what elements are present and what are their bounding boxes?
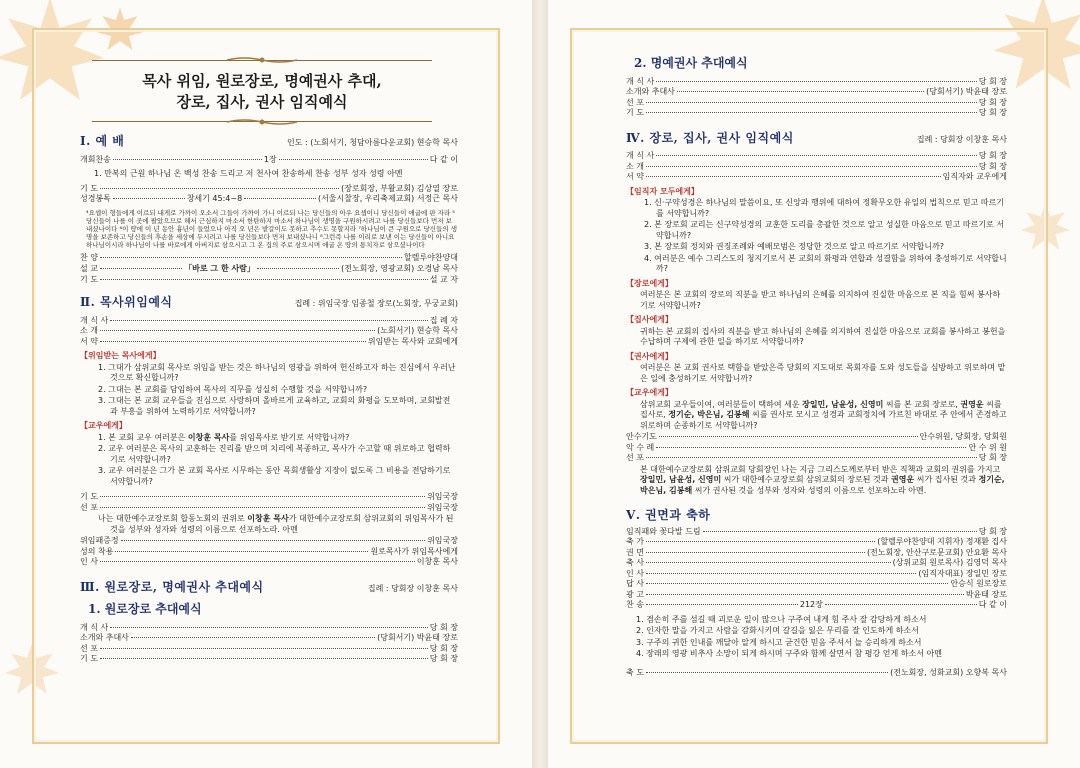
row-label: 악 수 례 [626, 442, 655, 452]
vow-item: 2. 교우 여러분은 목사의 교훈하는 진리를 받으며 치리에 복종하고, 목사가 수고할 때 위로하고 협력하기로 서약합니까? [98, 444, 451, 464]
row-value: (당회서기) 박윤태 장로 [377, 633, 458, 642]
program-row [80, 654, 458, 665]
row-value: 다 같 이 [429, 154, 458, 164]
section-heading [626, 130, 1007, 146]
section-heading [626, 510, 1007, 521]
program-row [80, 184, 458, 195]
row-label: 개 식 사 [626, 151, 655, 160]
hymn-lyrics [636, 615, 1007, 660]
program-row [80, 557, 458, 568]
row-label: 찬 양 [80, 252, 98, 262]
row-value: (전노회장, 안산구로문교회) 안요환 목사 [866, 547, 1007, 557]
row-value: 위임받는 목사와 교회에게 [367, 336, 458, 346]
row-value: 당 회 장 [978, 151, 1007, 160]
sermon-title: 「바로 그 한 사람」 [184, 263, 255, 273]
vow-label: 【교우에게】 [80, 421, 127, 430]
program-row [626, 548, 1007, 559]
row-value: (노회서기) 현승학 목사 [377, 326, 458, 335]
elder-names: 장일민, 남윤성, 신영미 [640, 475, 722, 484]
row-value: 위임국장 [427, 502, 458, 512]
program-row [626, 590, 1007, 601]
row-value: 설 교 자 [429, 274, 458, 284]
vow-label: 【집사에게】 [626, 315, 673, 324]
row-value: 안승식 원로장로 [950, 579, 1007, 588]
row-label: 위임패증정 [80, 536, 119, 545]
vow-item: 2. 본 장로회 교리는 신구약성경의 교훈한 도리를 총괄한 것으로 알고 성실한 마음으로 믿고 따르기로 서약합니까? [644, 220, 1005, 240]
vow-item: 2. 그대는 본 교회를 담임하여 목사의 직무를 성실히 수행할 것을 서약합니까? [98, 384, 368, 394]
row-label: 선 포 [80, 643, 98, 653]
row-middle: 212장 [799, 600, 823, 609]
row-label: 개회찬송 [80, 154, 111, 164]
program-row [626, 443, 1007, 454]
row-label: 개 식 사 [626, 76, 655, 86]
row-value: 이창훈 목사 [416, 557, 458, 566]
row-label: 선 포 [626, 453, 644, 462]
left-page [0, 0, 532, 768]
row-value: 당 회 장 [978, 97, 1007, 107]
pastor-name: 이창훈 목사 [247, 514, 289, 523]
vow-label: 【임직자 모두에게】 [626, 186, 699, 196]
row-label: 축 사 [626, 558, 644, 567]
row-label: 개 식 사 [80, 315, 109, 325]
pastor-name: 이창훈 목사 [187, 432, 230, 442]
row-label: 기 도 [80, 274, 98, 284]
row-label: 인 사 [80, 557, 98, 566]
hymn-verse: 3. 구주의 귀한 인내를 깨달아 알게 하시고 굳건한 믿음 주셔서 늘 승리하게 하소서 [636, 637, 922, 647]
row-label: 소 개 [626, 161, 644, 171]
subsection-title: 1. 원로장로 추대예식 [88, 602, 202, 616]
program-row [80, 633, 458, 644]
row-label: 선 포 [626, 97, 644, 107]
row-label: 기 도 [626, 108, 644, 117]
row-value: (전노회장, 영광교회) 오경남 목사 [341, 264, 458, 273]
document-title [92, 60, 432, 122]
declaration-text: 본 대한예수교장로회 삼위교회 당회장인 나는 지금 그리스도께로부터 받은 직책과 교회의 권위를 가지고 장일민, 남윤성, 신영미 씨가 대한예수교장로회 삼위교회의 장로된 것과 권영운 씨가 집사된 것과 정기순, 박은님, 김봉해 씨가 권사된 것을 성부와 성자와 성령의 이름으로 선포하노라 아멘. [640, 464, 1005, 495]
program-row [626, 151, 1007, 162]
vow-item: 1. 본 교회 교우 여러분은 이창훈 목사를 위임목사로 받기로 서약합니까? [98, 432, 350, 442]
row-value: 당 회 장 [978, 453, 1007, 462]
hymn-text: 1. 만복의 근원 하나님 온 백성 찬송 드리고 저 천사여 찬송하세 찬송 성부 성자 성령 아멘 [94, 169, 403, 178]
section-officiant: 인도 : (노회서기, 청담아름다운교회) 현승학 목사 [286, 138, 458, 147]
left-content [80, 60, 458, 665]
program-row [626, 432, 1007, 443]
section-officiant: 집례 : 위임국장 임종철 장로(노회장, 무궁교회) [294, 299, 458, 308]
program-row [80, 253, 458, 264]
deaconess-names: 정기순, 박은님, 김봉해 [640, 475, 1005, 495]
vow-item: 3. 본 장로회 정치와 권징조례와 예배모범은 정당한 것으로 알고 따르기로 서약합니까? [644, 242, 945, 251]
program-row [626, 569, 1007, 580]
vow-text: 귀하는 본 교회의 집사의 직분을 받고 하나님의 은혜를 의지하여 진실한 마음으로 교회를 봉사하고 봉헌을 수납하며 구제에 관한 일을 하기로 서약합니까? [640, 326, 1006, 346]
section-heading [80, 579, 458, 595]
row-value: 원로목사가 위임목사에게 [370, 546, 458, 556]
program-row [80, 263, 458, 275]
program-row [626, 527, 1007, 538]
row-value: 당 회 장 [978, 161, 1007, 171]
vow-item: 4. 여러분은 예수 그리스도의 청지기로서 본 교회의 화평과 연합과 성결함을 위하여 충성하기로 서약합니까? [644, 253, 1007, 273]
row-value: 다 같 이 [978, 600, 1007, 609]
title-line-2: 장로, 집사, 권사 임직예식 [176, 93, 348, 111]
hymn-verse: 2. 인자한 말을 가지고 사람을 감화시키며 갈길을 잃은 무리를 잘 인도하게 하소서 [636, 626, 919, 635]
row-value: 집 례 자 [429, 315, 458, 325]
vow-text: 여러분은 본 교회의 장로의 직분을 받고 하나님의 은혜를 의지하여 진실한 마음으로 본 직을 힘써 봉사하기로 서약합니까? [640, 290, 1001, 310]
deaconess-names: 정기순, 박은님, 김봉해 [668, 410, 750, 419]
row-label: 안수기도 [626, 432, 657, 441]
row-label: 성경봉독 [80, 194, 111, 203]
vow-label: 【교우에게】 [626, 388, 673, 397]
row-value: (당회서기) 박윤태 장로 [926, 87, 1007, 96]
program-row [626, 77, 1007, 88]
row-label: 기 도 [80, 183, 98, 193]
declaration-text: 나는 대한예수교장로회 합동노회의 권위로 이창훈 목사가 대한예수교장로회 삼위교회의 위임목사가 된 것을 성부와 성자와 성령의 이름으로 선포하노라. 아멘 [98, 514, 454, 534]
section-heading [80, 136, 458, 149]
row-label: 기 도 [80, 654, 98, 663]
row-value: 안 수 위 원 [968, 442, 1007, 452]
program-row [80, 275, 458, 286]
subsection-title: 2. 명예권사 추대예식 [634, 56, 748, 70]
program-row [80, 547, 458, 558]
row-value: 당 회 장 [978, 108, 1007, 117]
program-row [80, 194, 458, 205]
program-row [80, 155, 458, 166]
row-value: 위임국장 [427, 536, 458, 545]
program-row [80, 644, 458, 655]
vow-label: 【위임받는 목사에게】 [80, 351, 161, 360]
row-label: 답 사 [626, 579, 644, 588]
row-label: 인 사 [626, 568, 644, 578]
title-line-1: 목사 위임, 원로장로, 명예권사 추대, [142, 72, 382, 90]
row-value: 박윤태 장로 [965, 589, 1007, 599]
program-row [626, 668, 1007, 679]
program-row [80, 623, 458, 634]
program-row [626, 537, 1007, 548]
row-label: 축 가 [626, 537, 644, 546]
row-label: 개 식 사 [80, 622, 109, 632]
row-label: 설 교 [80, 264, 98, 273]
book-gutter [532, 0, 548, 768]
row-label: 선 포 [80, 502, 98, 512]
vow-item: 1. 그대가 삼위교회 목사로 위임을 받는 것은 하나님의 영광을 위하여 헌신하고자 하는 진심에서 우러난 것으로 확신합니까? [98, 362, 456, 382]
row-label: 기 도 [80, 492, 98, 501]
program-row [626, 87, 1007, 98]
row-middle: 1장 [263, 154, 277, 164]
vow-label: 【권사에게】 [626, 351, 673, 361]
program-row [80, 326, 458, 337]
row-value: 안수위원, 당회장, 당회원 [919, 432, 1007, 441]
program-row [80, 536, 458, 547]
section-title: Ⅴ. 권면과 축하 [626, 508, 711, 522]
section-title: Ⅳ. 장로, 집사, 권사 임직예식 [626, 130, 794, 145]
hymn-verse: 4. 장래의 영광 비추사 소망이 되게 하시며 구주와 함께 살면서 참 평강 얻게 하소서 아멘 [636, 649, 942, 658]
row-value: (상위교회 원로목사) 김영덕 목사 [892, 558, 1007, 567]
section-officiant: 집례 : 당회장 이창훈 목사 [367, 583, 458, 593]
program-row [626, 453, 1007, 464]
deacon-name: 권영운 [891, 475, 915, 484]
vow-item: 3. 그대는 본 교회 교우들을 진심으로 사랑하며 올바르게 교육하고, 교회의 화평을 도모하며, 교회발전과 부흥을 위하여 노력하기로 서약합니까? [98, 396, 451, 416]
row-label: 찬 송 [626, 600, 644, 609]
row-value: 당 회 장 [978, 526, 1007, 536]
row-label: 소개와 추대사 [80, 633, 129, 642]
vow-item: 1. 신·구약성경은 하나님의 말씀이요, 또 신앙과 행위에 대하여 정확무오한 유일의 법칙으로 믿고 따르기를 서약합니까? [644, 198, 1005, 218]
ornament-icon [227, 118, 297, 126]
vow-text: 여러분은 본 교회 권사로 택함을 받았은즉 당회의 지도대로 목회자를 도와 성도들을 심방하고 위로하며 맡은 일에 충성하기로 서약합니까? [640, 363, 1006, 383]
section-title: Ⅲ. 원로장로, 명예권사 추대예식 [80, 579, 264, 594]
hymn-verse: 1. 겸손히 주를 섬길 때 괴로운 일이 많으나 구주여 내게 힘 주사 잘 감당하게 하소서 [636, 614, 927, 624]
section-title: Ⅰ. 예 배 [80, 134, 125, 148]
scripture-text: ⁴요셉이 형들에게 이르되 내게로 가까이 오소서 그들이 가까이 가니 이르되 나는 당신들의 아우 요셉이니 당신들이 애굽에 판 자라 ⁵당신들이 나를 이 곳에 팔았으므로 해서 근심하지 마소서 한탄하지 마소서 하나님이 생명을 구원하시려고 나를 당신들보다 먼저 보내셨나이다 ⁶이 땅에 이 년 동안 흉년이 들었으나 아직 오 년은 밭갈이도 못하고 추수도 못할지라 ⁷하나님이 큰 구원으로 당신들의 생명을 보존하고 당신들의 후손을 세상에 두시려고 나를 당신들보다 먼저 보내셨나니 ⁸그런즉 나를 이리로 보낸 이는 당신들이 아니요 하나님이시라 하나님이 나를 바로에게 아버지로 삼으시고 그 온 집의 주로 삼으시며 애굽 온 땅의 통치자로 삼으셨나이다 [86, 208, 457, 249]
row-label: 소 개 [80, 326, 98, 335]
section-heading [80, 297, 458, 310]
row-label: 권 면 [626, 547, 644, 557]
row-label: 소개와 추대사 [626, 87, 675, 96]
row-value: 위임국장 [427, 492, 458, 501]
row-value: 당 회 장 [978, 76, 1007, 86]
program-row [626, 600, 1007, 611]
program-row [80, 503, 458, 514]
row-label: 광 고 [626, 589, 644, 599]
elder-names: 장일민, 남윤성, 신영미 [802, 399, 884, 409]
program-row [626, 98, 1007, 109]
section-title: Ⅱ. 목사위임예식 [80, 295, 173, 309]
row-value: 할렐루야찬양대 [403, 252, 458, 262]
row-value: 당 회 장 [429, 622, 458, 632]
vow-item: 3. 교우 여러분은 그가 본 교회 목사로 시무하는 동안 목회생활상 지장이 없도록 그 비용을 전담하기로 서약합니까? [98, 466, 451, 486]
row-value: 당 회 장 [429, 643, 458, 653]
row-value: (서울시찰장, 우리축제교회) 서정근 목사 [317, 194, 459, 203]
row-label: 서 약 [80, 336, 98, 346]
program-row [626, 108, 1007, 119]
program-row [80, 492, 458, 503]
vow-label: 【장로에게】 [626, 278, 673, 288]
program-row [626, 172, 1007, 183]
row-value: (임직자대표) 장일민 장로 [918, 568, 1007, 578]
ornament-icon [227, 56, 297, 64]
program-row [626, 579, 1007, 590]
row-value: 임직자와 교우에게 [942, 172, 1007, 181]
row-label: 임직패와 꽃다발 드림 [626, 526, 701, 536]
right-page [548, 0, 1080, 768]
program-row [626, 558, 1007, 569]
program-row [80, 316, 458, 327]
row-label: 서 약 [626, 172, 644, 181]
program-row [80, 337, 458, 348]
row-label: 축 도 [626, 667, 644, 677]
vow-text: 삼위교회 교우들이여, 여러분들이 택하여 세운 장일민, 남윤성, 신영미 씨를 본 교회 장로로, 권영운 씨를 집사로, 정기순, 박은님, 김봉해 씨를 권사로 모시고 성경과 교회정치에 가르친 바대로 주 안에서 존경하고 위로하며 순종하기로 서약합니까? [640, 399, 1007, 430]
row-value: (장로회장, 부활교회) 김상열 장로 [341, 183, 458, 193]
row-middle: 창세기 45:4~8 [186, 194, 243, 203]
section-officiant: 집례 : 당회장 이창훈 목사 [916, 134, 1007, 144]
row-value: 당 회 장 [429, 654, 458, 663]
right-content [626, 58, 1007, 678]
row-value: (전노회장, 성화교회) 오향복 목사 [890, 667, 1007, 677]
program-row [626, 162, 1007, 173]
row-label: 성의 착용 [80, 546, 114, 556]
row-value: (할렐루야찬양대 지휘자) 정재환 집사 [877, 537, 1007, 546]
deacon-name: 권영운 [960, 399, 984, 409]
